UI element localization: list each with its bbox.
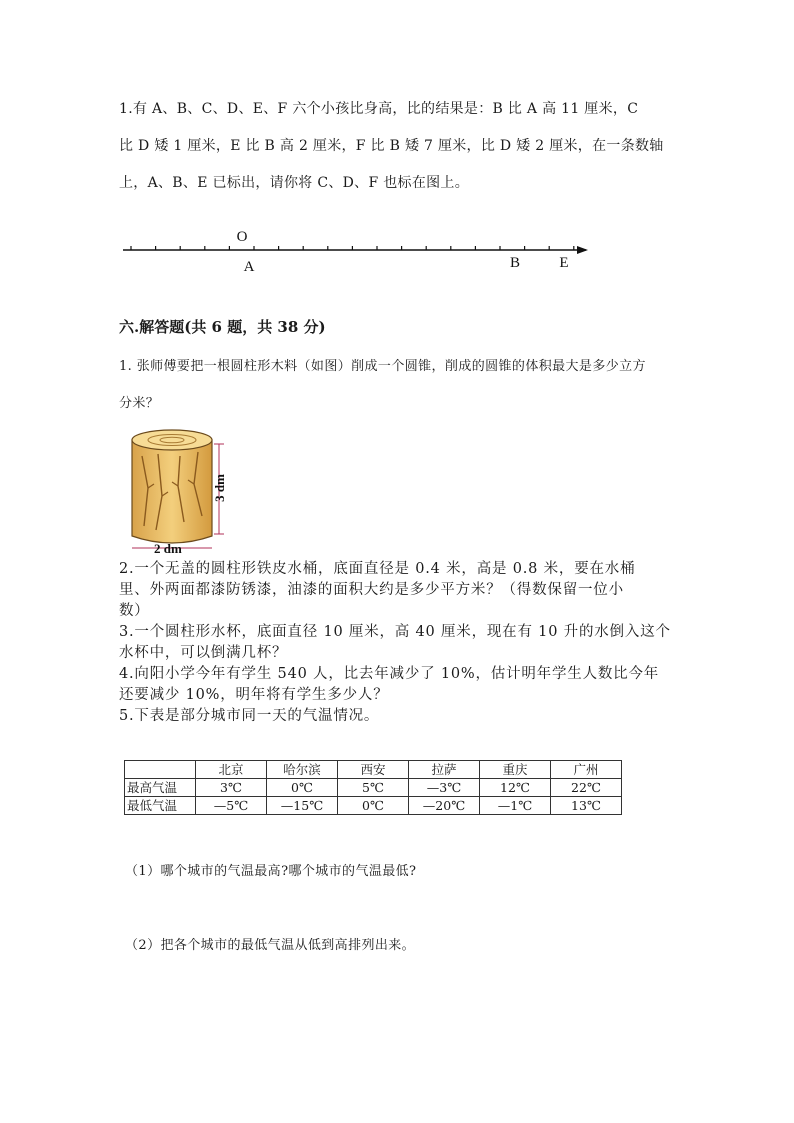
number-line-arrow (577, 246, 588, 254)
table-cell: 0℃ (267, 779, 338, 797)
p4-line2: 还要减少 10%，明年将有学生多少人？ (119, 687, 389, 703)
table-cell: —3℃ (409, 779, 480, 797)
table-cell: 12℃ (480, 779, 551, 797)
width-dimension-label: 2 dm (154, 541, 182, 556)
label-b: B (509, 255, 521, 271)
p1-line1: 1. 张师傅要把一根圆柱形木料（如图）削成一个圆锥，削成的圆锥的体积最大是多少立方 (119, 359, 646, 374)
p3-line1: 3.一个圆柱形水杯，底面直径 10 厘米，高 40 厘米，现在有 10 升的水倒入这个 (119, 624, 671, 640)
sub-question-1: （1）哪个城市的气温最高?哪个城市的气温最低? (125, 864, 417, 879)
sub-question-2: （2）把各个城市的最低气温从低到高排列出来。 (125, 938, 416, 953)
p1-line2: 分米？ (119, 396, 160, 411)
table-cell: —15℃ (267, 797, 338, 815)
p5-line1: 5.下表是部分城市同一天的气温情况。 (119, 708, 380, 724)
table-row (125, 797, 622, 815)
label-a: A (243, 259, 255, 274)
table-cell: 13℃ (551, 797, 622, 815)
table-header-cell: 广州 (551, 761, 622, 779)
p4-line1: 4.向阳小学今年有学生 540 人，比去年减少了 10%，估计明年学生人数比今年 (119, 666, 660, 682)
table-row-label: 最低气温 (125, 797, 196, 815)
table-header-cell: 北京 (196, 761, 267, 779)
table-cell: 3℃ (196, 779, 267, 797)
table-cell: —5℃ (196, 797, 267, 815)
table-header-cell: 拉萨 (409, 761, 480, 779)
q1-line1: 1.有 A、B、C、D、E、F 六个小孩比身高，比的结果是：B 比 A 高 11 厘米，C (119, 101, 639, 117)
temperature-table (124, 760, 622, 815)
label-o: O (236, 229, 248, 245)
wooden-log-figure (118, 426, 230, 556)
p2-line1: 2.一个无盖的圆柱形铁皮水桶，底面直径是 0.4 米，高是 0.8 米，要在水桶 (119, 561, 636, 577)
log-top (132, 430, 212, 450)
number-line (118, 222, 598, 274)
p3-line2: 水杯中，可以倒满几杯？ (119, 645, 288, 661)
table-cell: 22℃ (551, 779, 622, 797)
table-header-cell: 西安 (338, 761, 409, 779)
q1-line3: 上，A、B、E 已标出，请你将 C、D、F 也标在图上。 (119, 175, 470, 191)
height-dimension-label: 3 dm (212, 474, 227, 502)
table-cell: 0℃ (338, 797, 409, 815)
table-row (125, 779, 622, 797)
p2-line2: 里、外两面都漆防锈漆，油漆的面积大约是多少平方米？（得数保留一位小 (119, 582, 624, 598)
table-cell: —20℃ (409, 797, 480, 815)
table-header-row (125, 761, 622, 779)
table-row-label: 最高气温 (125, 779, 196, 797)
table-cell: —1℃ (480, 797, 551, 815)
q1-line2: 比 D 矮 1 厘米，E 比 B 高 2 厘米，F 比 B 矮 7 厘米，比 D 矮 2 厘米，在一条数轴 (119, 138, 664, 154)
section-title: 六.解答题(共 6 题，共 38 分) (119, 318, 326, 336)
table-header-cell (125, 761, 196, 779)
table-cell: 5℃ (338, 779, 409, 797)
table-header-cell: 重庆 (480, 761, 551, 779)
log-body (132, 440, 212, 543)
label-e: E (559, 255, 569, 271)
p2-line3: 数） (119, 603, 150, 619)
table-header-cell: 哈尔滨 (267, 761, 338, 779)
